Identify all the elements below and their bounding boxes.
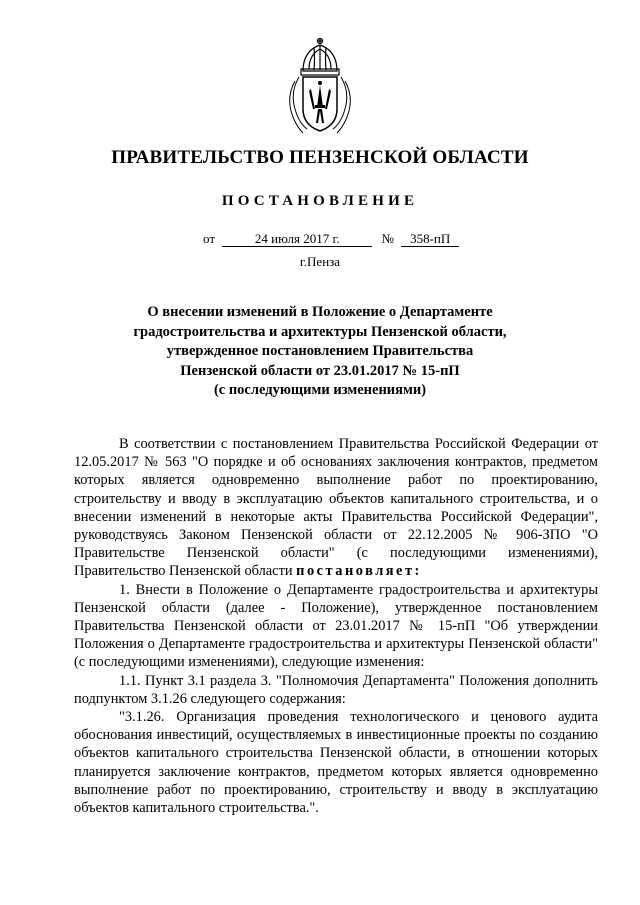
item-1-1-paragraph: 1.1. Пункт 3.1 раздела 3. "Полномочия Департамента" Положения дополнить подпунктом 3.1.26 следующего содержания: — [74, 672, 598, 707]
document-type: ПОСТАНОВЛЕНИЕ — [221, 193, 419, 209]
document-title — [100, 303, 540, 401]
document-date: 24 июля 2017 г. — [222, 232, 372, 247]
date-prefix: от — [203, 231, 216, 246]
title-line: О внесении изменений в Положение о Департаменте — [147, 304, 493, 320]
preamble-paragraph — [74, 435, 598, 581]
quoted-subitem-paragraph: "3.1.26. Организация проведения технологического и ценового аудита обоснования инвестиций, осуществляемых в инвестиционные проекты по созданию объектов капитального строительства Пензенской области, в отношении которых планируется заключение контрактов, предметом которых является одновременно выполнение работ по проектированию, строительству и вводу в эксплуатацию объектов капитального строительства.". — [74, 709, 598, 817]
title-line: утвержденное постановлением Правительства — [166, 343, 474, 359]
item-1-paragraph: 1. Внести в Положение о Департаменте градостроительства и архитектуры Пензенской области (далее - Положение), утвержденное постановлением Правительства Пензенской области от 23.01.2017 № 15-пП "Об утверждении Положения о Департаменте градостроительства и архитектуры Пензенской области" (с последующими изменениями), следующие изменения: — [74, 581, 598, 671]
number-prefix: № — [381, 231, 394, 246]
government-name: ПРАВИТЕЛЬСТВО ПЕНЗЕНСКОЙ ОБЛАСТИ — [111, 147, 529, 168]
preamble-text: В соответствии с постановлением Правительства Российской Федерации от 12.05.2017 № 563 "О порядке и об основаниях заключения контрактов, предметом которых является одновременно выполнение работ по проектированию, строительству и вводу в эксплуатацию объектов капитального строительства, и о внесении изменений в некоторые акты Правительства Российской Федерации", руководствуясь Законом Пензенской области от 22.12.2005 № 906-ЗПО "О Правительстве Пензенской области" (с последующими изменениями), Правительство Пензенской области — [74, 436, 598, 580]
title-line: градостроительства и архитектуры Пензенской области, — [133, 323, 507, 340]
document-date-number-line — [203, 231, 459, 247]
document-body — [74, 435, 598, 817]
city: г.Пенза — [299, 254, 341, 269]
document-number: 358-пП — [401, 232, 459, 247]
title-line: Пензенской области от 23.01.2017 № 15-пП — [180, 362, 460, 379]
resolves-word: постановляет: — [296, 563, 422, 580]
title-line: (с последующими изменениями) — [213, 382, 427, 398]
penza-region-coat-of-arms-icon — [285, 37, 355, 137]
